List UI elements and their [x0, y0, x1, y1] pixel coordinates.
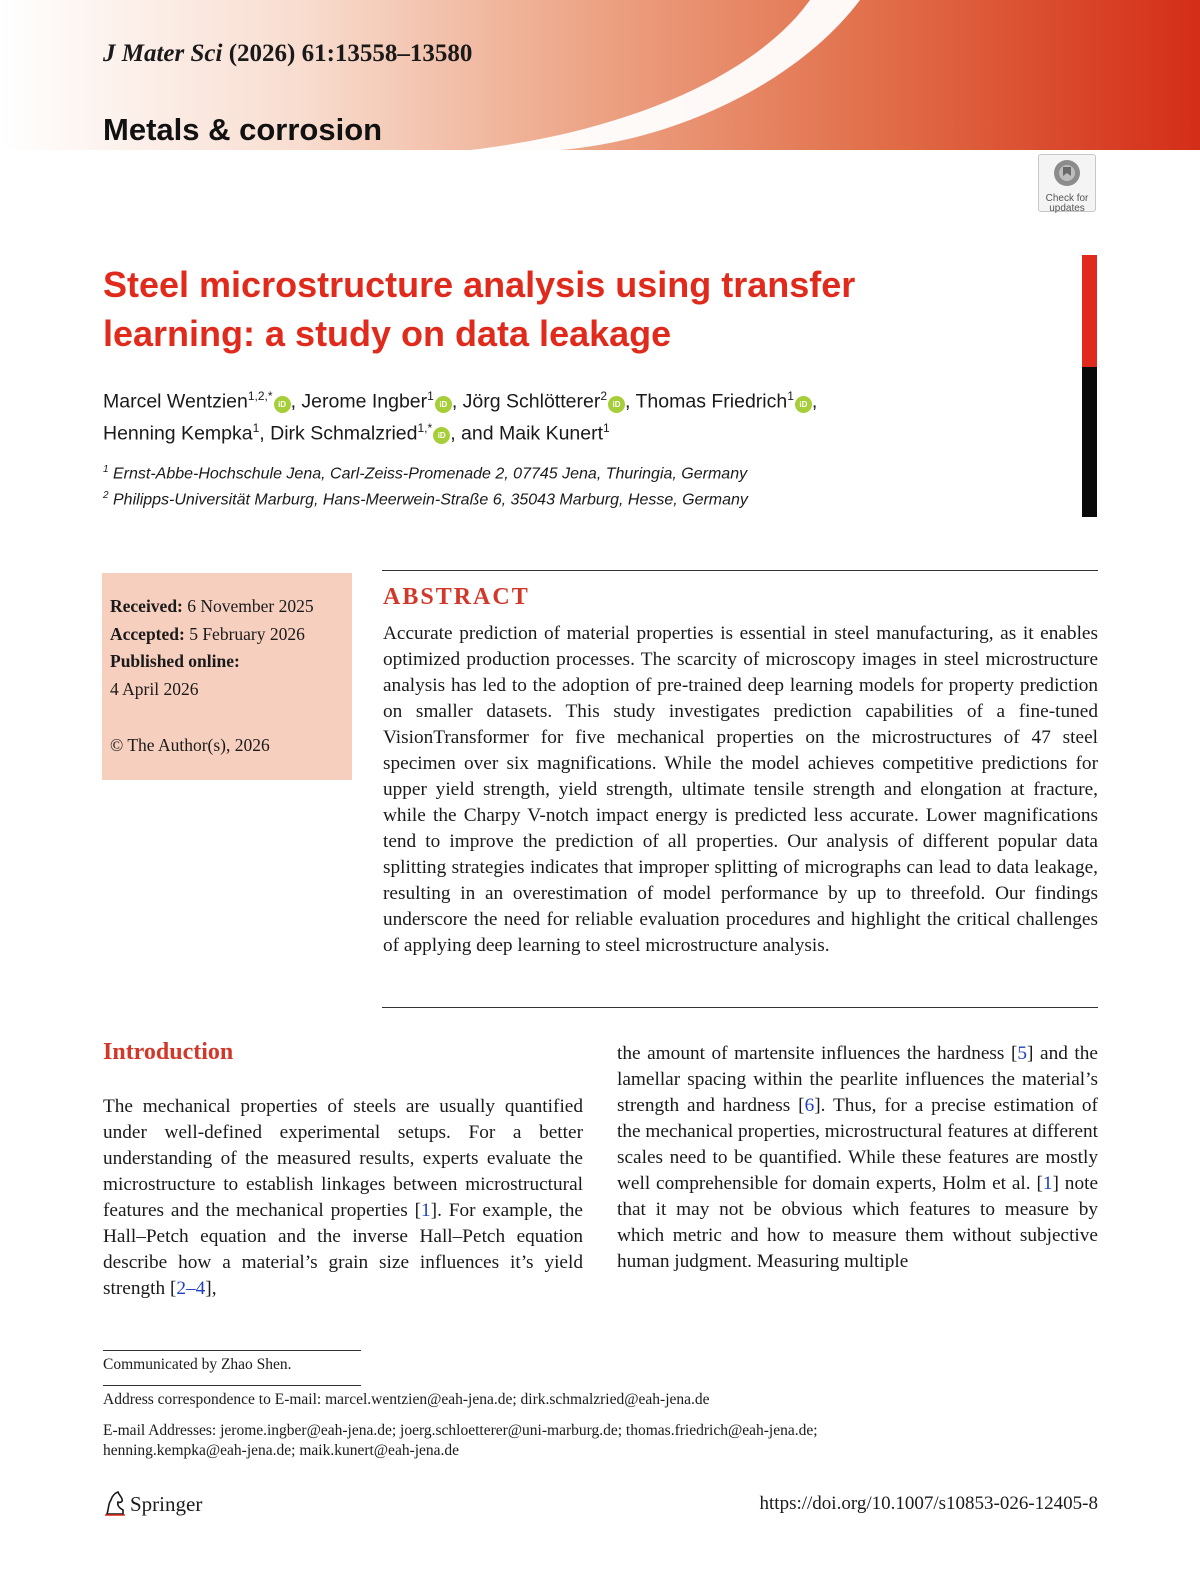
- journal-volume-pages: (2026) 61:13558–13580: [222, 40, 473, 67]
- orcid-icon[interactable]: iD: [274, 396, 291, 413]
- body-text: the amount of martensite influences the hardness [: [617, 1043, 1018, 1064]
- author-name[interactable]: Marcel Wentzien: [103, 390, 248, 413]
- communicated-by: Communicated by Zhao Shen.: [103, 1356, 292, 1373]
- published-value: 4 April 2026: [110, 678, 199, 699]
- publisher-name: Springer: [130, 1492, 203, 1516]
- check-updates-label-2: updates: [1049, 203, 1085, 214]
- check-updates-label-1: Check for: [1045, 193, 1089, 204]
- affiliation-marker: 2: [103, 490, 109, 501]
- footnote-rule: [103, 1385, 361, 1386]
- affiliation-marker: 1: [103, 464, 109, 475]
- article-history-box: [102, 573, 352, 780]
- check-updates-icon: [1052, 158, 1082, 188]
- author-list: [103, 383, 1003, 446]
- accepted-date: [110, 621, 352, 649]
- abstract-text: Accurate prediction of material properties is essential in steel manufacturing, as it enables optimized production processes. The scarcity of microscopy images in steel microstructure analysis has led to the adoption of pre-trained deep learning models for property prediction on smaller datasets. This study investigates prediction capabilities of a fine-tuned VisionTransformer for five mechanical properties on the microstructures of 47 steel specimen over six magnifications. While the model achieves competitive predictions for upper yield strength, yield strength, ultimate tensile strength and elongation at fracture, while the Charpy V-notch impact energy is predicted less accurate. Lower magnifications tend to improve the prediction of all properties. Our analysis of different popular data splitting strategies indicates that improper splitting of micrographs can lead to data leakage, resulting in an overestimation of model performance by up to threefold. Our findings underscore the need for reliable evaluation procedures and highlight the critical challenges of applying deep learning to steel microstructure analysis.: [383, 623, 1098, 956]
- author-affiliation-marker: 1: [252, 420, 260, 435]
- author-affiliation-marker: 1,*: [417, 420, 433, 435]
- body-text: ] and the lamellar spacing within the pearlite influences the material’s strength and hardness [: [617, 1043, 1098, 1116]
- received-date: [110, 593, 352, 621]
- author-name[interactable]: Henning Kempka: [103, 422, 253, 444]
- author-name[interactable]: Jerome Ingber: [301, 390, 428, 413]
- article-title: [103, 260, 1003, 358]
- author-separator: ,: [811, 390, 818, 413]
- body-text: The mechanical properties of steels are usually quantified under well-defined experimental setups. For a better understanding of the measured results, experts evaluate the microstructure to establish linkages between microstructural features and the mechanical properties [: [103, 1096, 583, 1221]
- citation-link[interactable]: 5: [1017, 1043, 1028, 1064]
- accepted-value: 5 February 2026: [184, 623, 305, 644]
- correspondence-address[interactable]: Address correspondence to E-mail: marcel.wentzien@eah-jena.de; dirk.schmalzried@eah-jena.de: [103, 1391, 710, 1408]
- author-name[interactable]: Dirk Schmalzried: [270, 422, 418, 444]
- orcid-icon[interactable]: iD: [433, 427, 450, 444]
- abstract-bottom-rule: [382, 1007, 1098, 1008]
- author-affiliation-marker: 2: [600, 389, 608, 403]
- citation-link[interactable]: 1: [1042, 1173, 1053, 1194]
- copyright-notice: © The Author(s), 2026: [110, 735, 270, 755]
- citation-link[interactable]: 6: [804, 1095, 815, 1116]
- email-addresses[interactable]: [103, 1421, 1003, 1461]
- author-name[interactable]: Thomas Friedrich: [635, 390, 788, 413]
- introduction-column-left: [103, 1094, 583, 1302]
- body-text: ]. Thus, for a precise estimation of the mechanical properties, microstructural features at different scales need to be quantified. While these features are mostly well comprehensible for domain experts, Holm et al. [: [617, 1095, 1098, 1194]
- received-label: Received:: [110, 596, 183, 616]
- received-value: 6 November 2025: [182, 596, 314, 616]
- springer-logo[interactable]: [103, 1490, 202, 1517]
- author-separator: ,: [290, 390, 302, 413]
- email-line[interactable]: E-mail Addresses: jerome.ingber@eah-jena.de; joerg.schloetterer@uni-marburg.de; thomas.friedrich@eah-jena.de;: [103, 1422, 818, 1439]
- section-label: Metals & corrosion: [103, 112, 383, 147]
- author-affiliation-marker: 1: [787, 389, 794, 403]
- side-bar-dark: [1082, 367, 1097, 517]
- citation-link[interactable]: 2–4: [176, 1278, 206, 1299]
- affiliation: [103, 464, 1003, 483]
- author-separator: ,: [625, 390, 636, 413]
- citation-link[interactable]: 1: [421, 1200, 431, 1221]
- journal-citation: [103, 40, 472, 68]
- author-name[interactable]: Maik Kunert: [498, 422, 604, 444]
- orcid-icon[interactable]: iD: [608, 396, 625, 413]
- springer-horse-icon: [103, 1490, 127, 1516]
- check-for-updates-button[interactable]: [1038, 154, 1096, 212]
- orcid-icon[interactable]: iD: [435, 396, 452, 413]
- doi-link[interactable]: https://doi.org/10.1007/s10853-026-12405-8: [759, 1493, 1098, 1514]
- author-separator: , and: [450, 422, 499, 444]
- author-affiliation-marker: 1,2,*: [247, 389, 273, 403]
- body-text: ],: [205, 1278, 217, 1299]
- author-affiliation-marker: 1: [603, 420, 610, 435]
- introduction-column-right: [617, 1041, 1098, 1275]
- introduction-heading: Introduction: [103, 1039, 234, 1065]
- body-text: ]. For example, the Hall–Petch equation and the inverse Hall–Petch equation describe how a material’s grain size influences it’s yield strength [: [103, 1200, 583, 1299]
- affiliation: [103, 490, 1003, 509]
- affiliation-text: Philipps-Universität Marburg, Hans-Meerwein-Straße 6, 35043 Marburg, Hesse, Germany: [108, 491, 748, 509]
- author-separator: ,: [259, 422, 271, 444]
- abstract-heading: ABSTRACT: [383, 584, 530, 610]
- affiliation-text: Ernst-Abbe-Hochschule Jena, Carl-Zeiss-Promenade 2, 07745 Jena, Thuringia, Germany: [108, 465, 748, 483]
- orcid-icon[interactable]: iD: [795, 396, 812, 413]
- accepted-label: Accepted:: [110, 623, 185, 644]
- footnote-rule: [103, 1350, 361, 1351]
- author-name[interactable]: Jörg Schlötterer: [462, 390, 601, 413]
- title-line: learning: a study on data leakage: [103, 313, 672, 354]
- journal-name: J Mater Sci: [103, 40, 223, 67]
- author-separator: ,: [451, 390, 463, 413]
- body-text: ] note that it may not be obvious which features to measure by which metric and how to measure them without subjective human judgment. Measuring multiple: [617, 1173, 1098, 1272]
- published-label-text: Published online:: [110, 651, 240, 671]
- published-label: [110, 648, 352, 676]
- abstract-top-rule: [382, 570, 1098, 571]
- email-line[interactable]: henning.kempka@eah-jena.de; maik.kunert@eah-jena.de: [103, 1442, 460, 1459]
- side-bar-accent: [1082, 255, 1097, 367]
- title-line: Steel microstructure analysis using transfer: [103, 264, 856, 305]
- author-affiliation-marker: 1: [427, 389, 434, 403]
